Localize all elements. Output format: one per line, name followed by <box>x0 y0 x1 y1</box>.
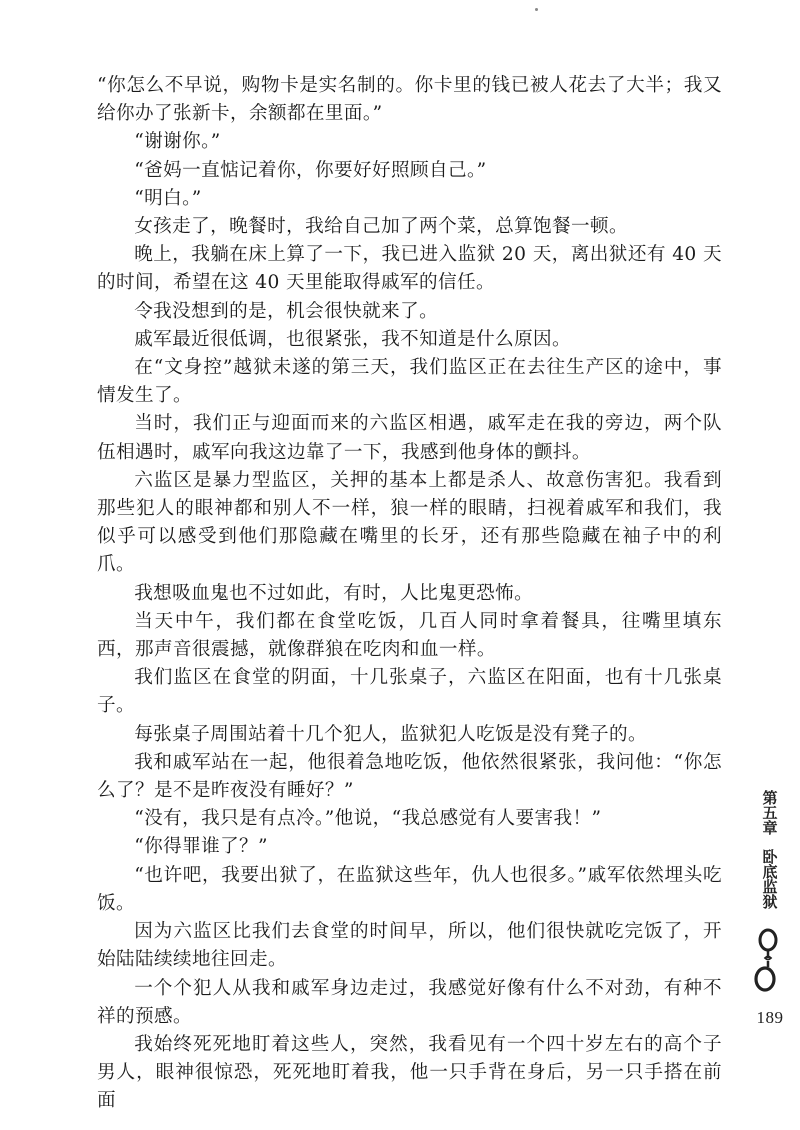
paragraph: 我始终死死地盯着这些人，突然，我看见有一个四十岁左右的高个子男人，眼神很惊恐，死死地盯着我，他一只手背在身后，另一只手搭在前面 <box>97 1033 722 1112</box>
paragraph: 我们监区在食堂的阴面，十几张桌子，六监区在阳面，也有十几张桌子。 <box>97 667 722 717</box>
paragraph: “爸妈一直惦记着你，你要好好照顾自己。” <box>134 159 487 181</box>
page-number: 189 <box>756 1008 784 1027</box>
chapter-number: 第五章 <box>760 790 779 835</box>
paragraph: 晚上，我躺在床上算了一下，我已进入监狱 20 天，离出狱还有 40 天的时间，希望在这 40 天里能取得戚军的信任。 <box>97 244 722 294</box>
paragraph: “也许吧，我要出狱了，在监狱这些年，仇人也很多。”戚军依然埋头吃饭。 <box>97 864 722 914</box>
paragraph: 女孩走了，晚餐时，我给自己加了两个菜，总算饱餐一顿。 <box>134 216 629 238</box>
paragraph: 我想吸血鬼也不过如此，有时，人比鬼更恐怖。 <box>134 582 534 604</box>
paragraph: 一个个犯人从我和戚军身边走过，我感觉好像有什么不对劲，有种不祥的预感。 <box>97 977 722 1027</box>
paragraph: 令我没想到的是，机会很快就来了。 <box>134 300 439 322</box>
chapter-tab <box>752 790 786 909</box>
paragraph: “你怎么不早说，购物卡是实名制的。你卡里的钱已被人花去了大半；我又给你办了张新卡，余额都在里面。” <box>97 75 722 125</box>
scan-speck <box>535 8 538 11</box>
paragraph: 因为六监区比我们去食堂的时间早，所以，他们很快就吃完饭了，开始陆陆续续地往回走。 <box>97 921 722 971</box>
paragraph: 每张桌子周围站着十几个犯人，监狱犯人吃饭是没有凳子的。 <box>134 723 648 745</box>
chapter-title: 卧底监狱 <box>760 849 779 909</box>
paragraph: 当时，我们正与迎面而来的六监区相遇，戚军走在我的旁边，两个队伍相遇时，戚军向我这边靠了一下，我感到他身体的颤抖。 <box>97 413 722 463</box>
body-text <box>97 72 722 1116</box>
paragraph: 在“文身控”越狱未遂的第三天，我们监区正在去往生产区的途中，事情发生了。 <box>97 357 722 407</box>
paragraph: 我和戚军站在一起，他很着急地吃饭，他依然很紧张，我问他：“你怎么了？是不是昨夜没有睡好？” <box>97 751 722 802</box>
paragraph: “没有，我只是有点冷。”他说，“我总感觉有人要害我！” <box>134 808 602 830</box>
paragraph: “谢谢你。” <box>134 131 221 153</box>
paragraph: “明白。” <box>134 187 202 209</box>
paragraph: “你得罪谁了？” <box>134 836 268 858</box>
paragraph: 六监区是暴力型监区，关押的基本上都是杀人、故意伤害犯。我看到那些犯人的眼神都和别人不一样，狼一样的眼睛，扫视着戚军和我们，我似乎可以感受到他们那隐藏在嘴里的长牙，还有那些隐藏在袖子中的利爪。 <box>97 469 722 576</box>
paragraph: 当天中午，我们都在食堂吃饭，几百人同时拿着餐具，往嘴里填东西，那声音很震撼，就像群狼在吃肉和血一样。 <box>97 610 722 661</box>
handcuffs-icon <box>747 925 787 995</box>
paragraph: 戚军最近很低调，也很紧张，我不知道是什么原因。 <box>134 328 572 350</box>
